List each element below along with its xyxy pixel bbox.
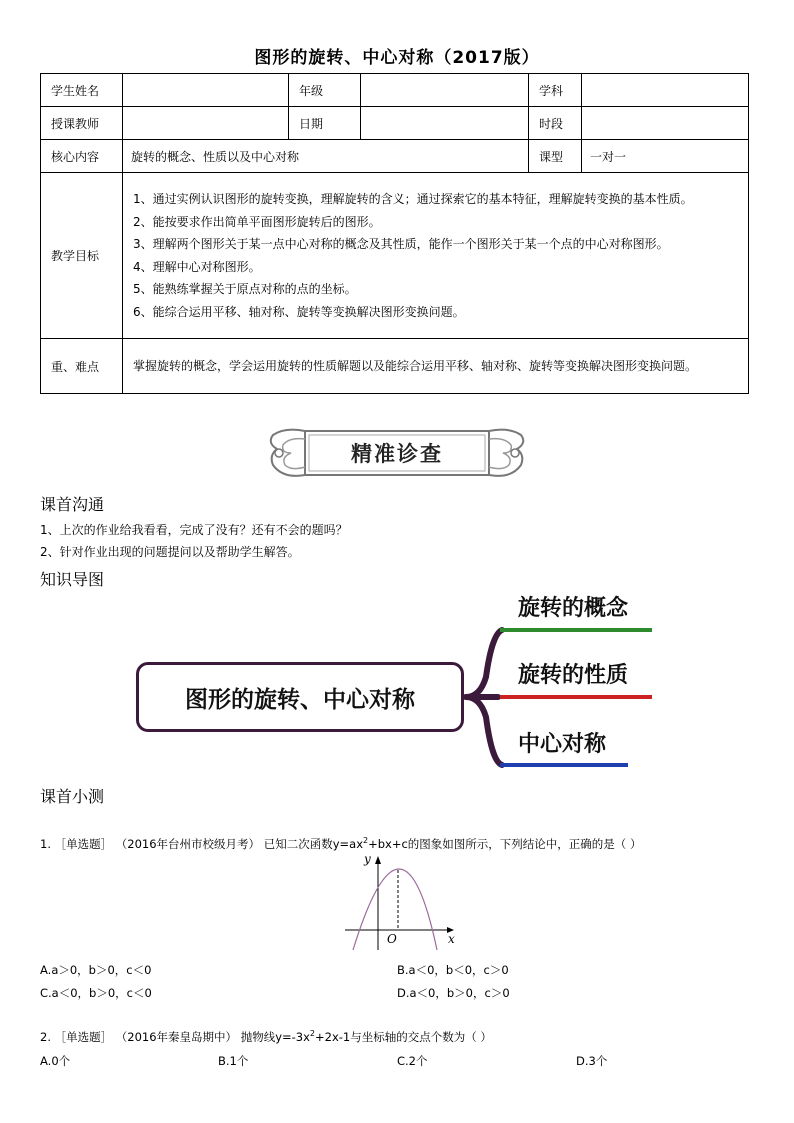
lesson-info-table: [40, 73, 749, 394]
question-2-suffix: +2x-1与坐标轴的交点个数为（ ）: [315, 1030, 492, 1044]
period-label: 时段: [529, 107, 582, 140]
period-value: [582, 107, 749, 140]
document-title: 图形的旋转、中心对称（2017版）: [254, 48, 540, 68]
mindmap-heading: 知识导图: [40, 570, 105, 589]
lesson-type-value: 一对一: [582, 140, 749, 173]
mindmap-branch-central-symmetry: 中心对称: [518, 732, 607, 757]
goal-item: 1、通过实例认识图形的旋转变换，理解旋转的含义；通过探索它的基本特征，理解旋转变换的基本性质。: [133, 192, 693, 206]
grade-value: [361, 74, 529, 107]
subject-value: [582, 74, 749, 107]
quiz-heading: 课首小测: [40, 787, 105, 806]
x-axis-label: x: [448, 932, 455, 946]
subject-label: 学科: [529, 74, 582, 107]
date-label: 日期: [289, 107, 361, 140]
q1-option-c[interactable]: C.a＜0，b＞0，c＜0: [40, 986, 152, 1000]
question-2-stem: [40, 1029, 492, 1045]
question-2-exponent: 2: [309, 1029, 316, 1039]
mindmap-branch-concept: 旋转的概念: [518, 596, 629, 621]
banner-title: 精准诊查: [351, 441, 443, 466]
origin-label: O: [387, 932, 397, 946]
q1-option-b[interactable]: B.a＜0，b＜0，c＞0: [397, 963, 509, 977]
goal-item: 3、理解两个图形关于某一点中心对称的概念及其性质，能作一个图形关于某一个点的中心对称图形。: [133, 237, 669, 251]
student-name-label: 学生姓名: [41, 74, 123, 107]
teaching-goals-list: [123, 173, 749, 339]
section-banner: [265, 421, 529, 485]
question-1-exponent: 2: [363, 836, 369, 846]
q1-option-d[interactable]: D.a＜0，b＞0，c＞0: [397, 986, 510, 1000]
goal-item: 4、理解中心对称图形。: [133, 259, 261, 274]
mindmap-branch-property: 旋转的性质: [518, 663, 629, 688]
key-points-value: 掌握旋转的概念，学会运用旋转的性质解题以及能综合运用平移、轴对称、旋转等变换解决图形变换问题。: [123, 339, 749, 394]
q2-option-b[interactable]: B.1个: [218, 1054, 249, 1068]
y-axis-arrow: [375, 856, 381, 864]
mindmap-center-node: 图形的旋转、中心对称: [136, 662, 464, 732]
date-value: [361, 107, 529, 140]
q2-option-a[interactable]: A.0个: [40, 1054, 71, 1068]
teacher-value: [123, 107, 289, 140]
question-1-suffix: +bx+c的图象如图所示，下列结论中，正确的是（ ）: [368, 837, 642, 851]
lesson-type-label: 课型: [529, 140, 582, 173]
grade-label: 年级: [289, 74, 361, 107]
y-axis-label: y: [364, 852, 371, 866]
goal-item: 2、能按要求作出简单平面图形旋转后的图形。: [133, 214, 381, 229]
parabola-graph: [335, 850, 465, 960]
knowledge-mindmap: [130, 582, 660, 772]
q2-option-c[interactable]: C.2个: [397, 1054, 428, 1068]
teacher-label: 授课教师: [41, 107, 123, 140]
communication-heading: 课首沟通: [40, 495, 105, 514]
goal-item: 5、能熟练掌握关于原点对称的点的坐标。: [133, 282, 357, 296]
question-1-prefix: 1. ［单选题］ （2016年台州市校级月考） 已知二次函数y=ax: [40, 837, 363, 851]
core-content-label: 核心内容: [41, 140, 123, 173]
question-2-prefix: 2. ［单选题］ （2016年秦皇岛期中） 抛物线y=-3x: [40, 1030, 310, 1044]
core-content-value: 旋转的概念、性质以及中心对称: [123, 140, 529, 173]
q2-option-d[interactable]: D.3个: [576, 1054, 608, 1068]
goal-item: 6、能综合运用平移、轴对称、旋转等变换解决图形变换问题。: [133, 304, 465, 319]
student-name-value: [123, 74, 289, 107]
teaching-goals-label: 教学目标: [41, 173, 123, 339]
communication-line: 1、上次的作业给我看看，完成了没有？还有不会的题吗？: [40, 523, 348, 537]
key-points-label: 重、难点: [41, 339, 123, 394]
q1-option-a[interactable]: A.a＞0，b＞0，c＜0: [40, 963, 152, 977]
communication-line: 2、针对作业出现的问题提问以及帮助学生解答。: [40, 545, 300, 559]
